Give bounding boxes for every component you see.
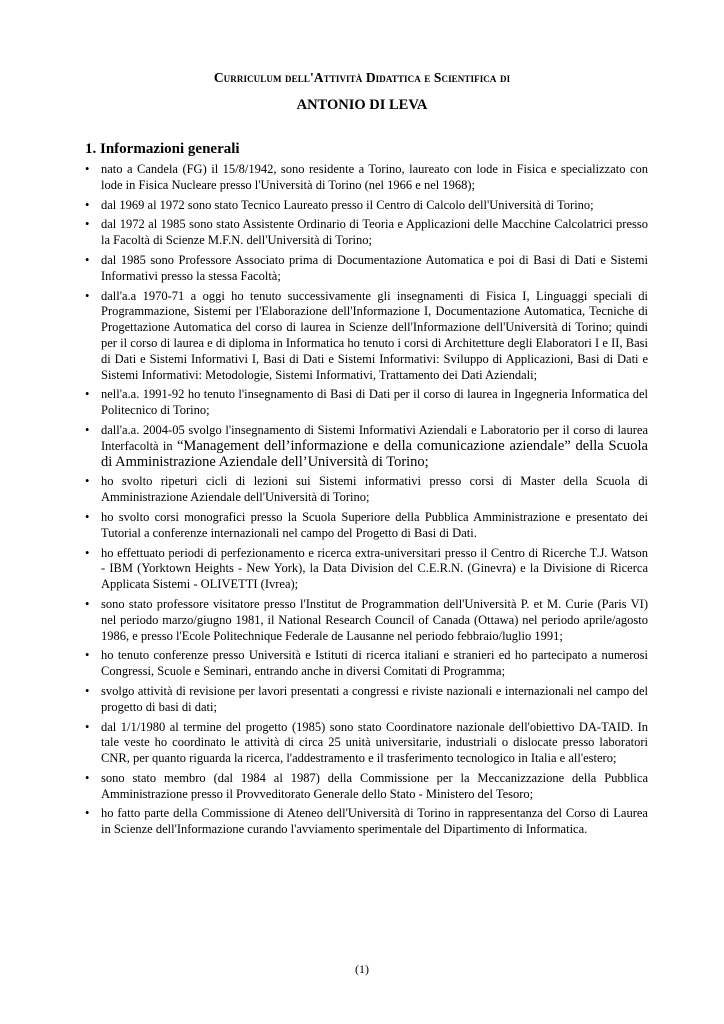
bullet-icon: • — [85, 806, 90, 821]
list-item-text: dal 1985 sono Professore Associato prima di Documentazione Automatica e poi di Basi di Dati e Sistemi Informativi presso la stessa Facoltà; — [101, 252, 648, 283]
list-item — [84, 423, 648, 470]
list-item-text: dal 1972 al 1985 sono stato Assistente Ordinario di Teoria e Applicazioni delle Macchine Calcolatrici presso la Facoltà di Scienze M.F.N. dell'Università di Torino; — [101, 217, 648, 248]
list-item-text: nato a Candela (FG) il 15/8/1942, sono residente a Torino, laureato con lode in Fisica e specializzato con lode in Fisica Nucleare presso l'Università di Torino (nel 1966 e nel 1968); — [101, 162, 648, 192]
list-item-text: nell'a.a. 1991-92 ho tenuto l'insegnamento di Basi di Dati per il corso di laurea in Ingegneria Informatica del Politecnico di Torino; — [101, 387, 648, 418]
list-item-text: dal 1969 al 1972 sono stato Tecnico Laureato presso il Centro di Calcolo dell'Università di Torino; — [101, 197, 594, 212]
list-item — [84, 720, 648, 767]
list-item — [84, 806, 648, 838]
list-item-text: ho svolto ripeturi cicli di lezioni sui Sistemi informativi presso corsi di Master della Scuola di Amministrazione Aziendale dell'Università di Torino; — [101, 474, 648, 505]
list-item-text: sono stato professore visitatore presso l'Institut de Programmation dell'Università P. et M. Curie (Paris VI) nel periodo marzo/giugno 1981, il National Research Council of Canada (Ottawa) nel periodo aprile/agosto 1986, e presso l'Ecole Politechnique Federale de Lausanne nel periodo febbraio/luglio 1991; — [101, 596, 648, 643]
list-item-text: dall'a.a 1970-71 a oggi ho tenuto successivamente gli insegnamenti di Fisica I, Linguaggi speciali di Programmazione, Sistemi per l'Elaborazione dell'Informazione I, Documentazione Automatica, Tecniche di Progettazione Automatica del corso di laurea in Scienze dell'Informazione dell'Università di Torino; quindi per il corso di laurea e di diploma in Informatica ho tenuto i corsi di Architetture degli Elaboratori I e II, Basi di Dati e Sistemi Informativi I, Basi di Dati e Sistemi Informativi: Sviluppo di Applicazioni, Basi di Dati e Sistemi Informativi: Metodologie, Sistemi Informativi, Trattamento dei Dati Aziendali; — [101, 288, 648, 382]
list-item — [84, 648, 648, 680]
bullet-icon: • — [85, 474, 90, 489]
list-item — [84, 546, 648, 593]
bullet-icon: • — [85, 770, 90, 785]
page-number: (1) — [355, 962, 369, 976]
list-item — [84, 289, 648, 384]
list-item — [84, 771, 648, 803]
list-item — [84, 217, 648, 249]
bullet-list — [84, 162, 648, 842]
list-item-text: dal 1/1/1980 al termine del progetto (1985) sono stato Coordinatore nazionale dell'obiettivo DA-TAID. In tale veste ho coordinato le attività di circa 25 unità universitarie, industriali o dislocate presso laboratori CNR, per quanto riguarda la ricerca, l'addestramento e il trasferimento tecnologico in Italia e all'estero; — [101, 719, 648, 766]
bullet-icon: • — [85, 162, 90, 176]
bullet-icon: • — [85, 648, 90, 663]
list-item-text: ho svolto corsi monografici presso la Scuola Superiore della Pubblica Amministrazione e presentato dei Tutorial a conferenze internazionali nel campo del Progetto di Basi di Dati. — [101, 509, 648, 540]
bullet-icon: • — [85, 719, 90, 734]
list-item — [84, 162, 648, 194]
bullet-icon: • — [85, 596, 90, 611]
bullet-icon: • — [85, 387, 90, 402]
list-item — [84, 474, 648, 506]
list-item-text: ho tenuto conferenze presso Università e Istituti di ricerca italiani e stranieri ed ho partecipato a numerosi Congressi, Scuole e Seminari, entrando anche in diversi Comitati di Programma; — [101, 648, 648, 679]
list-item-text: sono stato membro (dal 1984 al 1987) della Commissione per la Meccanizzazione della Pubblica Amministrazione presso il Provveditorato Generale dello Stato - Ministero del Tesoro; — [101, 770, 648, 801]
list-item-text: ho fatto parte della Commissione di Ateneo dell'Università di Torino in rappresentanza del Corso di Laurea in Scienze dell'Informazione curando l'avviamento sperimentale del Dipartimento di Informatica. — [101, 806, 648, 837]
list-item — [84, 684, 648, 716]
bullet-icon: • — [85, 509, 90, 524]
section-heading: 1. Informazioni generali — [85, 141, 240, 157]
list-item — [84, 597, 648, 644]
bullet-icon: • — [85, 422, 90, 437]
author-name: ANTONIO DI LEVA — [296, 97, 428, 113]
bullet-icon: • — [85, 288, 90, 303]
list-item-text: ho effettuato periodi di perfezionamento e ricerca extra-universitari presso il Centro di Ricerche T.J. Watson - IBM (Yorktown Heights - New York), la Data Division del C.E.R.N. (Ginevra) e la Divisione di Ricerca Applicata Sistemi - OLIVETTI (Ivrea); — [101, 545, 648, 592]
list-item — [84, 510, 648, 542]
document-title: Curriculum dell'Attività Didattica e Scientifica di — [213, 70, 511, 85]
list-item-text: dall'a.a. 2004-05 svolgo l'insegnamento di Sistemi Informativi Aziendali e Laboratorio per il corso di laurea Interfacoltà in — [101, 422, 648, 453]
list-item-text: svolgo attività di revisione per lavori presentati a congressi e riviste nazionali e internazionali nel campo del progetto di basi di dati; — [101, 683, 648, 714]
list-item — [84, 253, 648, 285]
bullet-icon: • — [85, 545, 90, 560]
list-item-emphasis: “Management dell’informazione e della comunicazione aziendale” della Scuola di Amministrazione Aziendale dell’Università di Torino; — [101, 437, 648, 470]
list-item — [84, 387, 648, 419]
bullet-icon: • — [85, 197, 90, 212]
list-item — [84, 198, 648, 214]
bullet-icon: • — [85, 252, 90, 267]
bullet-icon: • — [85, 683, 90, 698]
bullet-icon: • — [85, 217, 90, 232]
